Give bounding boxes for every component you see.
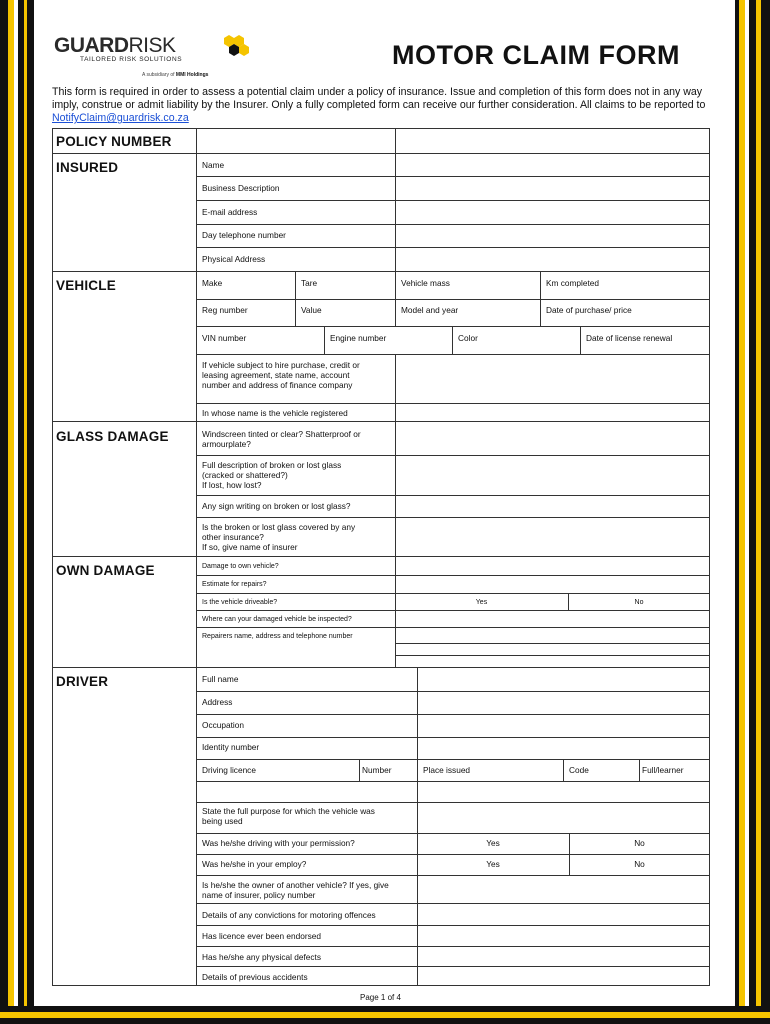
bottom-border-stripe	[0, 1012, 770, 1018]
vehicle-section	[52, 271, 710, 422]
logo-subsidiary: A subsidiary of MMI Holdings	[142, 72, 209, 78]
logo-tagline: TAILORED RISK SOLUTIONS	[80, 56, 183, 63]
honeycomb-icon	[222, 34, 250, 58]
guardrisk-logo: GUARDRISK TAILORED RISK SOLUTIONS A subsidiary of MMI Holdings	[54, 34, 176, 58]
field-glass-description-label: Full description of broken or lost glass (cracked or shattered?) If lost, how lost?	[202, 460, 342, 490]
section-vehicle: VEHICLE	[56, 278, 116, 293]
field-sign-writing-label: Any sign writing on broken or lost glass?	[202, 501, 351, 511]
field-accidents-label: Details of previous accidents	[202, 972, 308, 982]
field-glass-covered-label: Is the broken or lost glass covered by any other insurance? If so, give name of insurer	[202, 522, 356, 552]
field-driveable-label: Is the vehicle driveable?	[202, 599, 278, 606]
section-own-damage: OWN DAMAGE	[56, 563, 155, 578]
field-repairers-label: Repairers name, address and telephone number	[202, 633, 353, 640]
field-color-label: Color	[458, 333, 478, 343]
section-driver: DRIVER	[56, 674, 109, 689]
employ-no-option[interactable]: No	[634, 859, 645, 869]
field-physical-address-label: Physical Address	[202, 254, 266, 264]
claim-email-link[interactable]: NotifyClaim@guardrisk.co.za	[52, 112, 189, 124]
field-place-issued-label: Place issued	[423, 765, 471, 775]
field-reg-number-label: Reg number	[202, 305, 248, 315]
field-vehicle-mass-label: Vehicle mass	[401, 278, 450, 288]
field-engine-label: Engine number	[330, 333, 387, 343]
field-date-purchase-label: Date of purchase/ price	[546, 305, 632, 315]
field-convictions-label: Details of any convictions for motoring offences	[202, 910, 376, 920]
field-purpose-label: State the full purpose for which the vehicle was being used	[202, 806, 375, 826]
field-email-label: E-mail address	[202, 207, 258, 217]
permission-no-option[interactable]: No	[634, 838, 645, 848]
field-defects-label: Has he/she any physical defects	[202, 952, 321, 962]
field-code-label: Code	[569, 765, 589, 775]
field-employ-label: Was he/she in your employ?	[202, 859, 307, 869]
field-estimate-label: Estimate for repairs?	[202, 581, 267, 588]
field-identity-label: Identity number	[202, 742, 260, 752]
field-value-label: Value	[301, 305, 322, 315]
field-day-phone-label: Day telephone number	[202, 230, 286, 240]
field-tinted-label: Windscreen tinted or clear? Shatterproof or armourplate?	[202, 429, 361, 449]
form-page	[34, 0, 735, 1006]
field-damage-label: Damage to own vehicle?	[202, 563, 279, 570]
employ-yes-option[interactable]: Yes	[486, 859, 500, 869]
field-hire-purchase-label: If vehicle subject to hire purchase, credit or leasing agreement, state name, account number and address of finance company	[202, 360, 360, 390]
field-full-learner-label: Full/learner	[642, 765, 684, 775]
field-km-completed-label: Km completed	[546, 278, 600, 288]
insured-section	[52, 153, 710, 272]
permission-yes-option[interactable]: Yes	[486, 838, 500, 848]
field-name-label: Name	[202, 160, 225, 170]
field-other-vehicle-label: Is he/she the owner of another vehicle? If yes, give name of insurer, policy number	[202, 880, 389, 900]
border-stripe	[0, 0, 8, 1024]
page-title: MOTOR CLAIM FORM	[392, 40, 680, 70]
field-occupation-label: Occupation	[202, 720, 244, 730]
field-endorsed-label: Has licence ever been endorsed	[202, 931, 321, 941]
field-license-renewal-label: Date of license renewal	[586, 333, 673, 343]
field-licence-label: Driving licence	[202, 765, 256, 775]
border-stripe	[749, 0, 756, 1024]
page-number: Page 1 of 4	[360, 993, 401, 1002]
field-registered-name-label: In whose name is the vehicle registered	[202, 408, 348, 418]
border-stripe	[27, 0, 34, 1024]
field-licence-number-label: Number	[362, 765, 392, 775]
field-inspected-label: Where can your damaged vehicle be inspected?	[202, 616, 352, 623]
field-business-description-label: Business Description	[202, 183, 280, 193]
field-full-name-label: Full name	[202, 674, 239, 684]
field-make-label: Make	[202, 278, 223, 288]
claim-form-table	[52, 128, 710, 986]
intro-text: This form is required in order to assess a potential claim under a policy of insurance. Issue and completion of this form does not in any way imply, construe or admit liability by the Insurer. Only a fully completed form can receive our further consideration. All claims to be reported to NotifyClaim@guardrisk.co.za	[52, 86, 706, 124]
field-permission-label: Was he/she driving with your permission?	[202, 838, 355, 848]
border-stripe	[761, 0, 770, 1024]
section-insured: INSURED	[56, 160, 119, 175]
section-glass-damage: GLASS DAMAGE	[56, 429, 169, 444]
section-policy-number: POLICY NUMBER	[56, 134, 172, 149]
driveable-yes-option[interactable]: Yes	[475, 599, 488, 606]
field-address-label: Address	[202, 697, 233, 707]
field-model-year-label: Model and year	[401, 305, 459, 315]
field-vin-label: VIN number	[202, 333, 247, 343]
driveable-no-option[interactable]: No	[634, 599, 644, 606]
field-tare-label: Tare	[301, 278, 318, 288]
